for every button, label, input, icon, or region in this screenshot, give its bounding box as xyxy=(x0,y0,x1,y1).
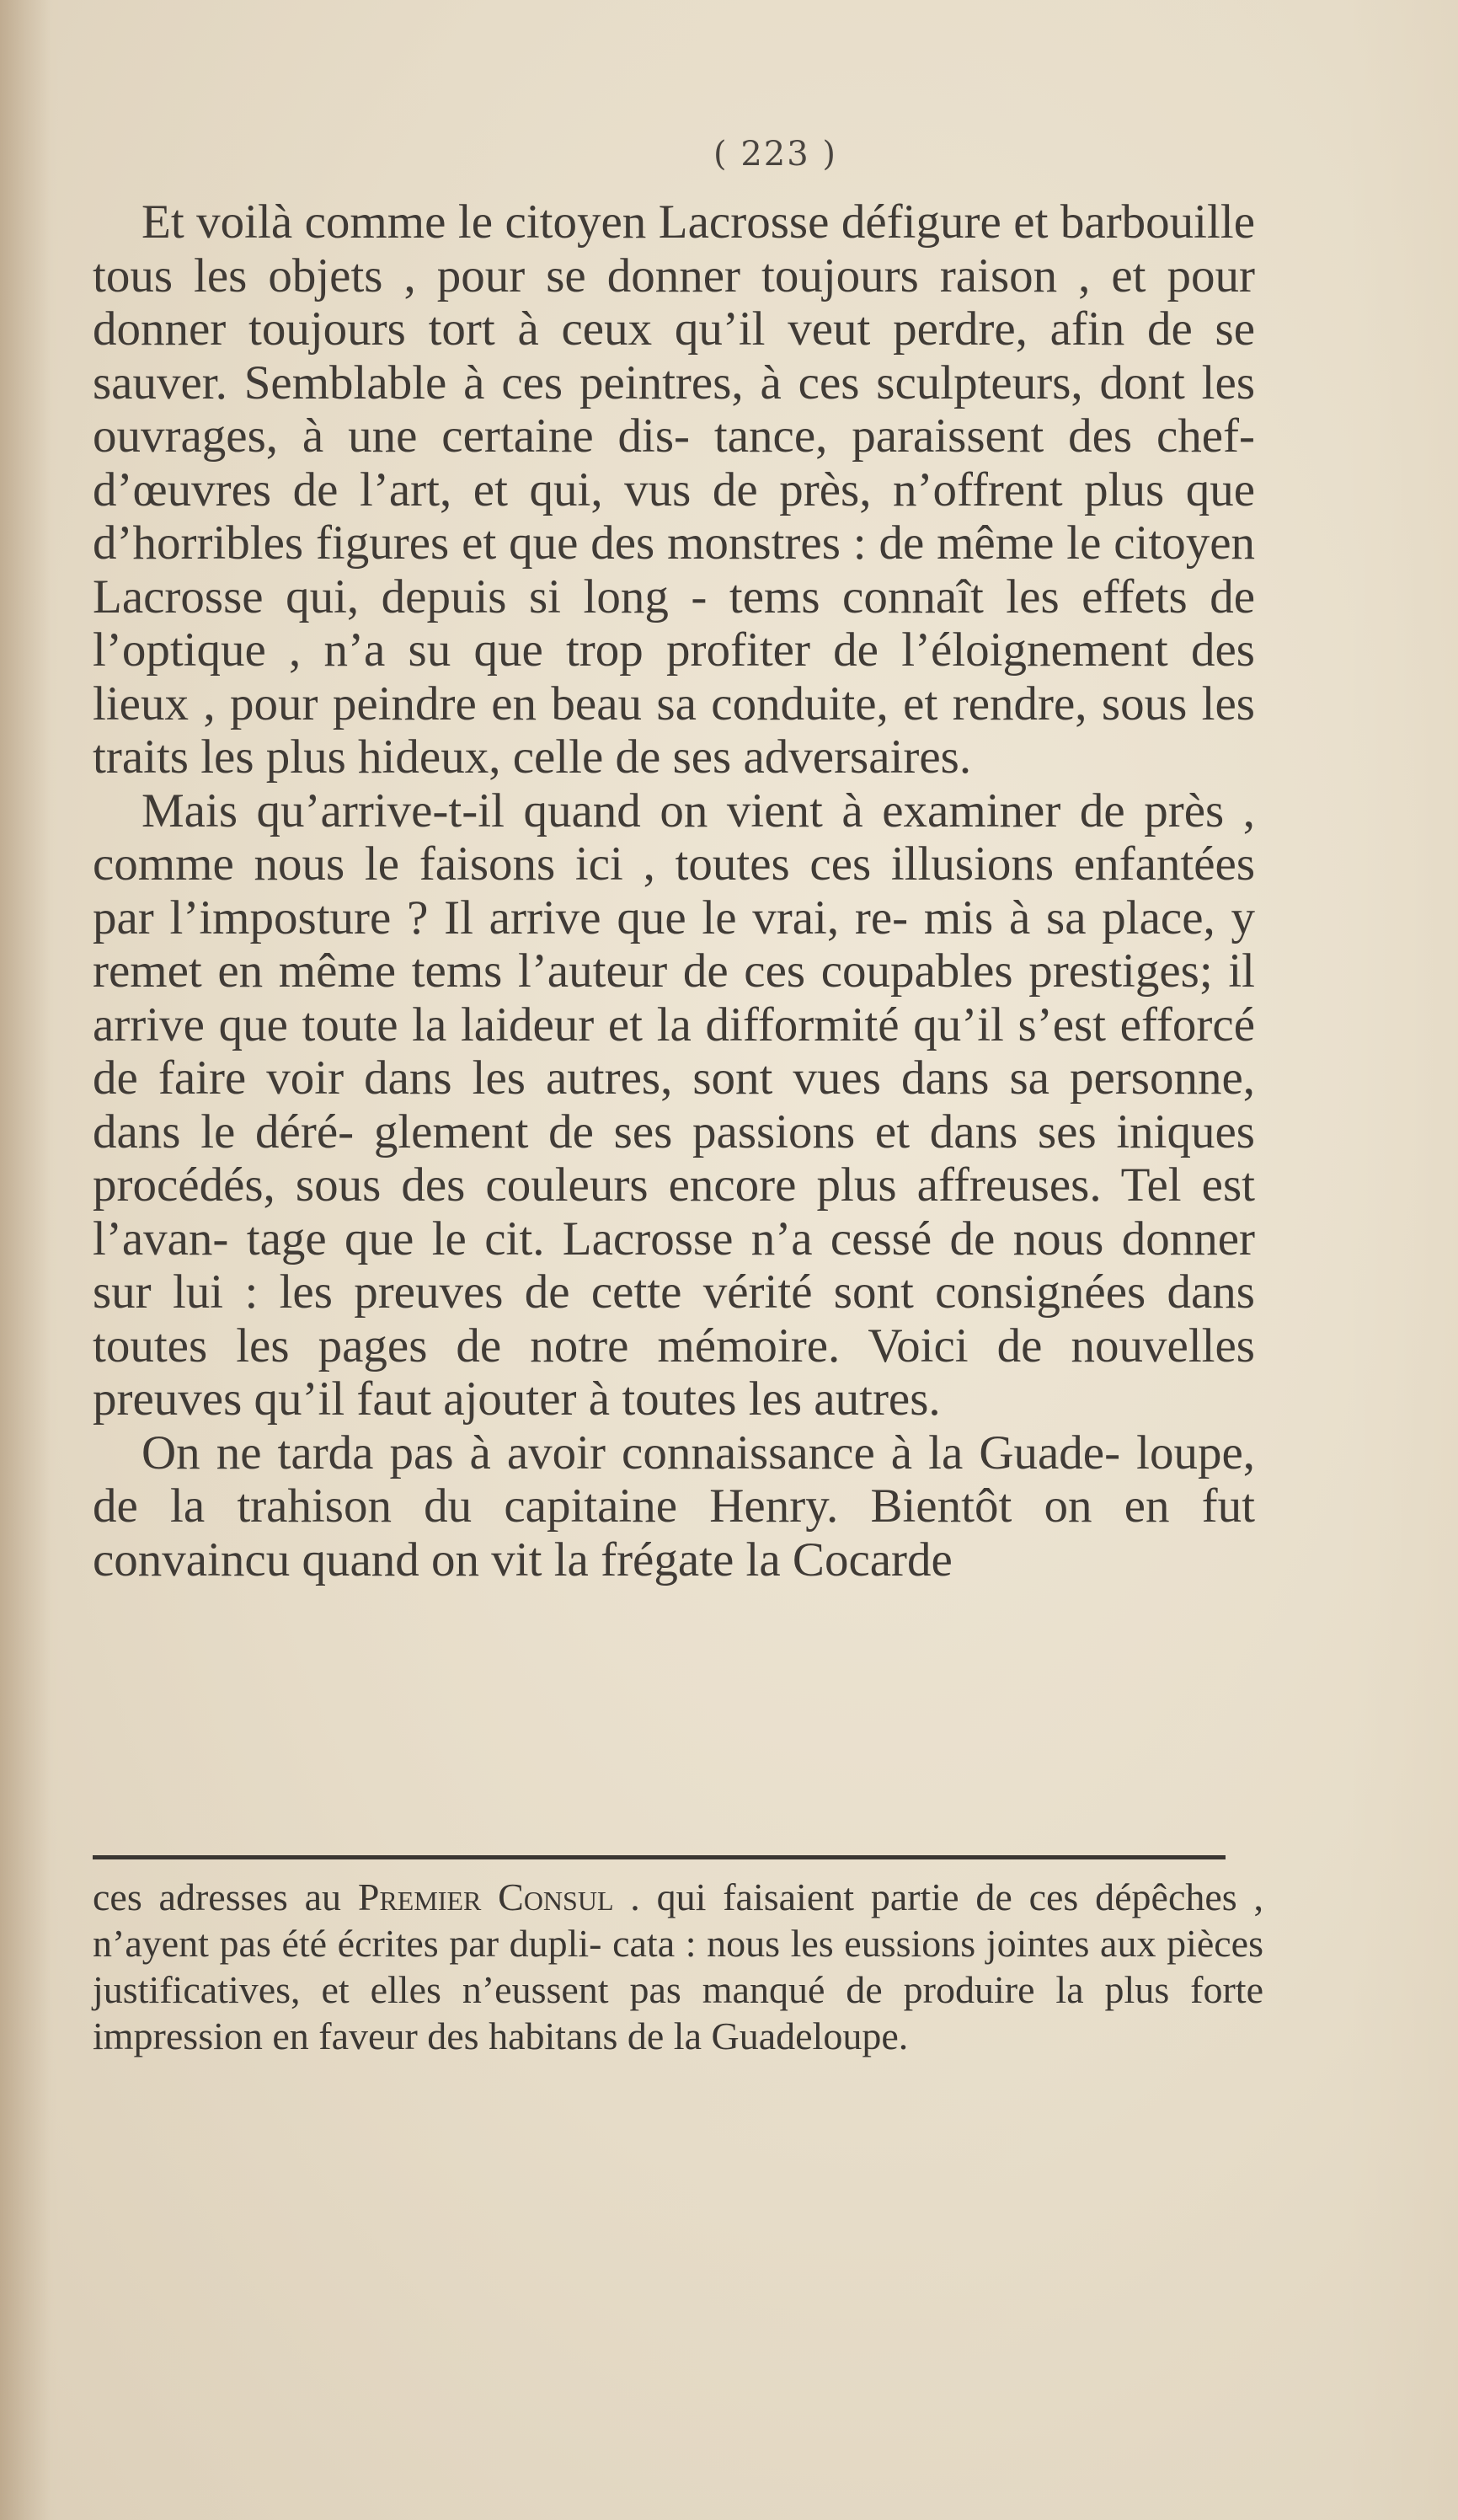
paragraph-3: On ne tarda pas à avoir connaissance à la Guade- loupe, de la trahison du capitaine Henry. Bientôt on en fut convaincu quand on vit la frégate la Cocarde xyxy=(93,1426,1255,1586)
page-spine-shadow xyxy=(0,0,51,2520)
main-text xyxy=(93,195,1255,1586)
paragraph-1: Et voilà comme le citoyen Lacrosse défigure et barbouille tous les objets , pour se donner toujours raison , et pour donner toujours tort à ceux qu’il veut perdre, afin de se sauver. Semblable à ces peintres, à ces sculpteurs, dont les ouvrages, à une certaine dis- tance, paraissent des chef- d’œuvres de l’art, et qui, vus de près, n’offrent plus que d’horribles figures et que des monstres : de même le citoyen Lacrosse qui, depuis si long - tems connaît les effets de l’optique , n’a su que trop profiter de l’éloignement des lieux , pour peindre en beau sa conduite, et rendre, sous les traits les plus hideux, celle de ses adversaires. xyxy=(93,195,1255,784)
footnote-separator-rule xyxy=(93,1855,1226,1859)
paragraph-2: Mais qu’arrive-t-il quand on vient à examiner de près , comme nous le faisons ici , toutes ces illusions enfantées par l’imposture ? Il arrive que le vrai, re- mis à sa place, y remet en même tems l’auteur de ces coupables prestiges; il arrive que toute la laideur et la difformité qu’il s’est efforcé de faire voir dans les autres, sont vues dans sa personne, dans le déré- glement de ses passions et dans ses iniques procédés, sous des couleurs encore plus affreuses. Tel est l’avan- tage que le cit. Lacrosse n’a cessé de nous donner sur lui : les preuves de cette vérité sont consignées dans toutes les pages de notre mémoire. Voici de nouvelles preuves qu’il faut ajouter à toutes les autres. xyxy=(93,784,1255,1426)
footnote-text-end: . qui faisaient partie de ces dépêches , n’ayent pas été écrites par dupli- cata : nous les eussions jointes aux pièces justificatives, et elles n’eussent pas manqué de produire la plus forte impression en faveur des habitans de la Guadeloupe. xyxy=(93,1875,1263,2057)
footnote-text-start: ces adresses au xyxy=(93,1875,358,1918)
footnote-small-caps: Premier Consul xyxy=(357,1875,614,1918)
page-number: ( 223 ) xyxy=(713,135,837,174)
footnote xyxy=(93,1874,1263,2059)
